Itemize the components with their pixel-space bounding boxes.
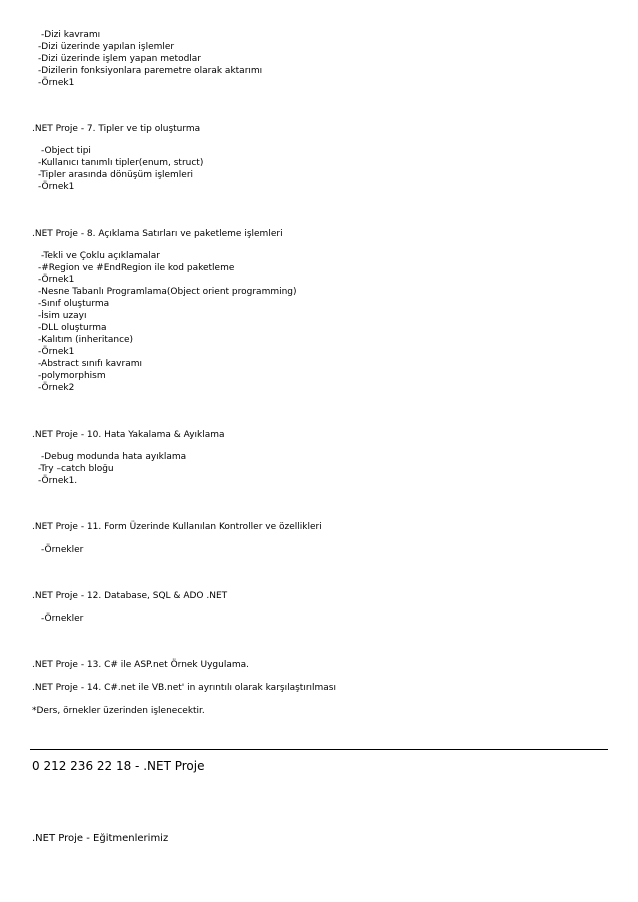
list-item: -Dizi üzerinde yapılan işlemler xyxy=(38,42,175,52)
note-text: *Ders, örnekler üzerinden işlenecektir. xyxy=(32,706,205,716)
list-item: -Sınıf oluşturma xyxy=(38,299,110,309)
section-heading: .NET Proje - 12. Database, SQL & ADO .NET xyxy=(32,591,228,601)
list-item: -DLL oluşturma xyxy=(38,323,107,333)
list-item: -Nesne Tabanlı Programlama(Object orient programming) xyxy=(38,287,297,297)
list-item: -Örnekler xyxy=(41,545,84,555)
list-item: -polymorphism xyxy=(38,371,106,381)
list-item: -Object tipi xyxy=(41,146,91,156)
list-item: -Kullanıcı tanımlı tipler(enum, struct) xyxy=(38,158,204,168)
list-item: -Örnek1 xyxy=(38,347,75,357)
next-page-title: .NET Proje - Eğitmenlerimiz xyxy=(32,833,169,844)
list-item: -#Region ve #EndRegion ile kod paketleme xyxy=(38,263,235,273)
section-heading: .NET Proje - 14. C#.net ile VB.net' in ayrıntılı olarak karşılaştırılması xyxy=(32,683,336,693)
list-item: -Tipler arasında dönüşüm işlemleri xyxy=(38,170,194,180)
list-item: -Abstract sınıfı kavramı xyxy=(38,359,142,369)
list-item: -Kalıtım (inheritance) xyxy=(38,335,134,345)
section-heading: .NET Proje - 10. Hata Yakalama & Ayıklama xyxy=(32,430,225,440)
section-heading: .NET Proje - 7. Tipler ve tip oluşturma xyxy=(32,124,201,134)
list-item: -Try –catch bloğu xyxy=(38,464,114,474)
list-item: -Dizi üzerinde işlem yapan metodlar xyxy=(38,54,202,64)
list-item: -Örnek1 xyxy=(38,275,75,285)
list-item: -Örnekler xyxy=(41,614,84,624)
list-item: -Debug modunda hata ayıklama xyxy=(41,452,187,462)
list-item: -İsim uzayı xyxy=(38,311,87,321)
list-item: -Dizilerin fonksiyonlara paremetre olarak aktarımı xyxy=(38,66,263,76)
divider xyxy=(30,749,608,750)
list-item: -Örnek1 xyxy=(38,78,75,88)
list-item: -Örnek1 xyxy=(38,182,75,192)
section-heading: .NET Proje - 11. Form Üzerinde Kullanılan Kontroller ve özellikleri xyxy=(32,522,322,532)
list-item: -Örnek1. xyxy=(38,476,78,486)
footer-phone: 0 212 236 22 18 - .NET Proje xyxy=(32,759,205,773)
list-item: -Dizi kavramı xyxy=(41,30,101,40)
section-heading: .NET Proje - 13. C# ile ASP.net Örnek Uygulama. xyxy=(32,660,249,670)
list-item: -Örnek2 xyxy=(38,383,75,393)
list-item: -Tekli ve Çoklu açıklamalar xyxy=(41,251,160,261)
section-heading: .NET Proje - 8. Açıklama Satırları ve paketleme işlemleri xyxy=(32,229,283,239)
